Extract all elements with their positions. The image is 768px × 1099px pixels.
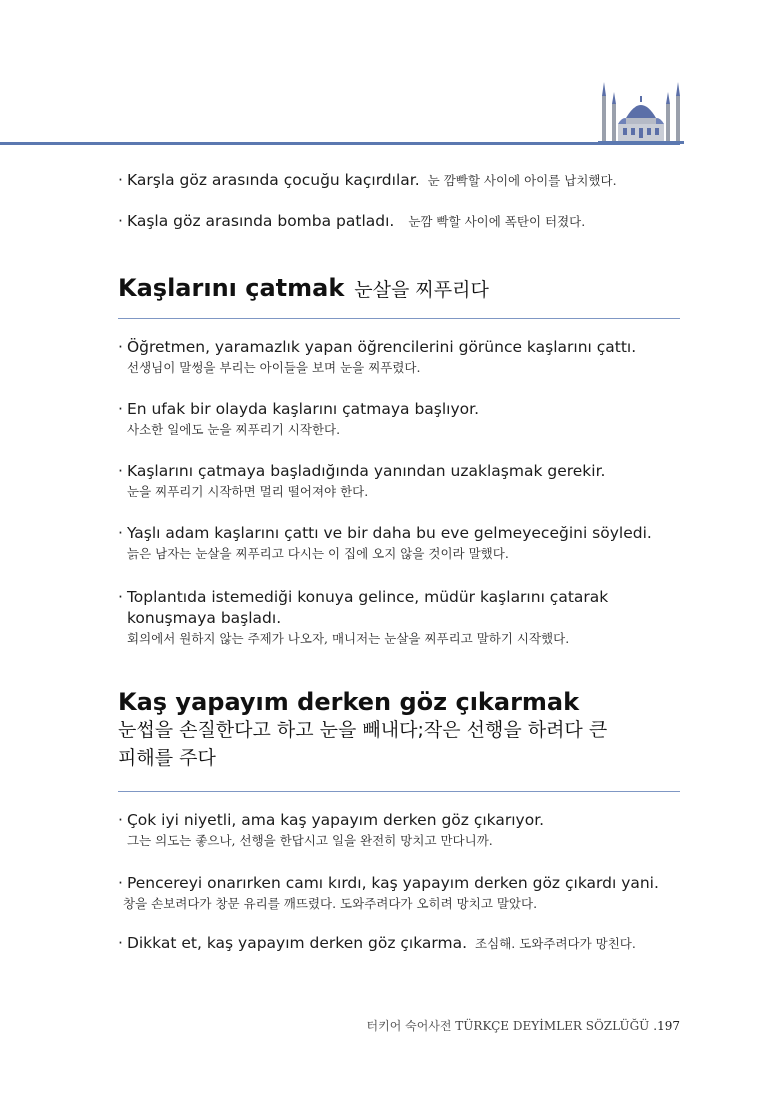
example-item [118,337,688,377]
idiom-title-korean-line2: 피해를 주다 [118,747,216,769]
example-korean: 눈을 찌푸리기 시작하면 멀리 떨어져야 한다. [127,484,369,499]
bullet: · [118,524,123,542]
example-item [118,211,688,232]
idiom-heading [118,274,680,302]
bullet: · [118,338,123,356]
example-korean: 그는 의도는 좋으나, 선행을 한답시고 일을 완전히 망치고 만다니까. [127,833,493,848]
example-item [118,933,688,954]
idiom-heading [118,688,680,772]
example-turkish: Karşla göz arasında çocuğu kaçırdılar. [126,171,420,189]
example-turkish: Yaşlı adam kaşlarını çattı ve bir daha bu eve gelmeyeceğini söyledi. [126,524,652,542]
example-turkish: Kaşlarını çatmaya başladığında yanından uzaklaşmak gerekir. [126,462,606,480]
idiom-title-korean-line1: 눈썹을 손질한다고 하고 눈을 빼내다;작은 선행을 하려다 큰 [118,719,608,741]
example-korean: 눈깜 빡할 사이에 폭탄이 터졌다. [408,214,586,229]
example-item [118,170,688,191]
example-korean: 사소한 일에도 눈을 찌푸리기 시작한다. [127,422,341,437]
section-divider [118,318,680,319]
mosque-icon [598,78,684,144]
section-divider [118,791,680,792]
bullet: · [118,212,123,230]
idiom-title-turkish: Kaş yapayım derken göz çıkarmak [118,688,580,716]
bullet: · [118,811,123,829]
example-korean: 늙은 남자는 눈살을 찌푸리고 다시는 이 집에 오지 않을 것이라 말했다. [127,546,509,561]
example-item [118,587,688,648]
example-item [118,399,688,439]
footer-title: 터키어 숙어사전 TÜRKÇE DEYİMLER SÖZLÜĞÜ [366,1019,650,1033]
example-item [118,461,688,501]
example-turkish: Pencereyi onarırken camı kırdı, kaş yapayım derken göz çıkardı yani. [126,874,659,892]
page-footer [367,1017,680,1034]
example-turkish: Dikkat et, kaş yapayım derken göz çıkarma. [126,934,468,952]
bullet: · [118,934,123,952]
bullet: · [118,462,123,480]
bullet: · [118,874,123,892]
example-turkish: Öğretmen, yaramazlık yapan öğrencilerini görünce kaşlarını çattı. [126,338,637,356]
example-item [118,810,688,850]
idiom-title-korean: 눈살을 찌푸리다 [354,279,489,301]
header-rule [0,142,680,145]
example-item [118,523,688,563]
page-number: .197 [653,1019,680,1033]
example-item [118,873,688,913]
example-turkish-continued: konuşmaya başladı. [127,609,282,627]
example-turkish: En ufak bir olayda kaşlarını çatmaya başlıyor. [126,400,480,418]
example-korean: 선생님이 말썽을 부리는 아이들을 보며 눈을 찌푸렸다. [127,360,421,375]
example-korean: 조심해. 도와주려다가 망친다. [475,936,636,951]
bullet: · [118,588,123,606]
example-korean: 회의에서 원하지 않는 주제가 나오자, 매니저는 눈살을 찌푸리고 말하기 시작했다. [127,631,570,646]
example-turkish: Kaşla göz arasında bomba patladı. [126,212,395,230]
idiom-title-turkish: Kaşlarını çatmak [118,274,345,302]
example-turkish: Çok iyi niyetli, ama kaş yapayım derken göz çıkarıyor. [126,811,545,829]
bullet: · [118,400,123,418]
example-korean: 창을 손보려다가 창문 유리를 깨뜨렸다. 도와주려다가 오히려 망치고 말았다. [123,896,538,911]
bullet: · [118,171,123,189]
example-korean: 눈 깜빡할 사이에 아이를 납치했다. [427,173,617,188]
example-turkish: Toplantıda istemediği konuya gelince, müdür kaşlarını çatarak [126,588,609,606]
